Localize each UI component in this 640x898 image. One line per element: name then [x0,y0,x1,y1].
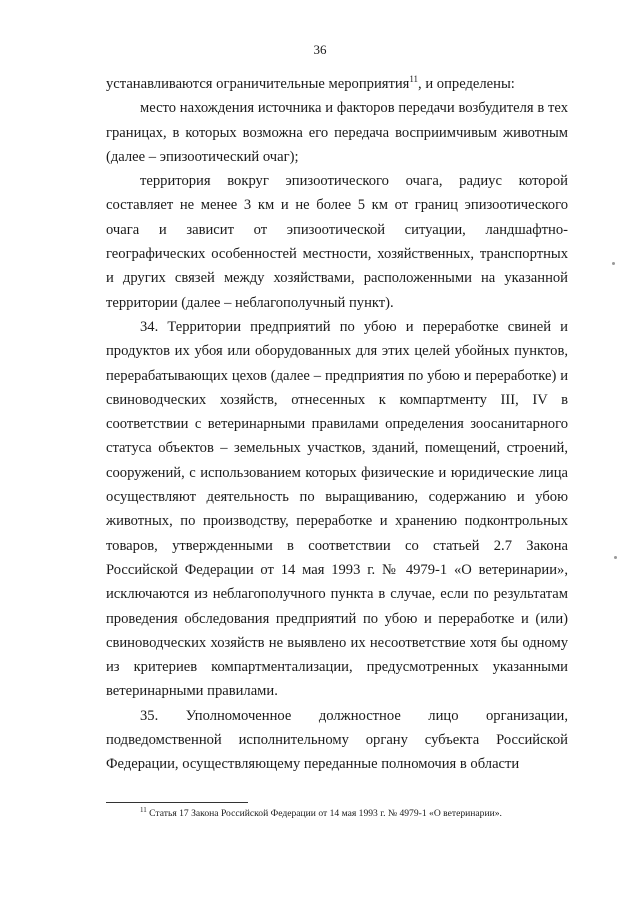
footnote-reference[interactable]: 11 [409,74,419,85]
footnote-text: Статья 17 Закона Российской Федерации от 14 мая 1993 г. № 4979-1 «О ветеринарии». [149,808,502,819]
scan-speck [612,262,615,265]
scan-speck [614,556,617,559]
paragraph-intro [106,72,568,96]
paragraph-focus-location: место нахождения источника и факторов передачи возбудителя в тех границах, в которых возможна его передача восприимчивым животным (далее – эпизоотический очаг); [106,100,568,165]
footnote [140,805,570,820]
page-number: 36 [313,42,327,57]
footnote-number: 11 [140,805,147,814]
paragraph-intro-tail: , и определены: [418,76,515,92]
paragraph-item-35: 35. Уполномоченное должностное лицо организации, подведомственной исполнительному органу субъекта Российской Федерации, осуществляющему переданные полномочия в области [106,707,568,773]
paragraph-territory: территория вокруг эпизоотического очага, радиус которой составляет не менее 3 км и не более 5 км от границ эпизоотического очага и зависит от эпизоотической ситуации, ландшафтно-географических особенностей местности, хозяйственных, транспортных и других связей между хозяйствами, расположенными на указанной территории (далее – неблагополучный пункт). [106,173,568,311]
paragraph-item-34: 34. Территории предприятий по убою и переработке свиней и продуктов их убоя или оборудованных для этих целей убойных пунктов, перерабатывающих цехов (далее – предприятия по убою и переработке) и свиноводческих хозяйств, отнесенных к компартменту III, IV в соответствии с ветеринарными правилами определения зоосанитарного статуса объектов – земельных участков, зданий, помещений, строений, сооружений, с использованием которых физические и юридические лица осуществляют деятельность по выращиванию, содержанию и убою животных, по производству, переработке и хранению подконтрольных товаров, утвержденными в соответствии со статьей 2.7 Закона Российской Федерации от 14 мая 1993 г. № 4979-1 «О ветеринарии», исключаются из неблагополучного пункта в случае, если по результатам проведения обследования предприятий по убою и переработке и (или) свиноводческих хозяйств не выявлено их несоответствие хотя бы одному из критериев компартментализации, предусмотренных указанными ветеринарными правилами. [106,318,568,700]
paragraph-intro-text: устанавливаются ограничительные мероприятия [106,76,410,92]
body-text [106,72,568,777]
footnote-separator [106,802,248,803]
